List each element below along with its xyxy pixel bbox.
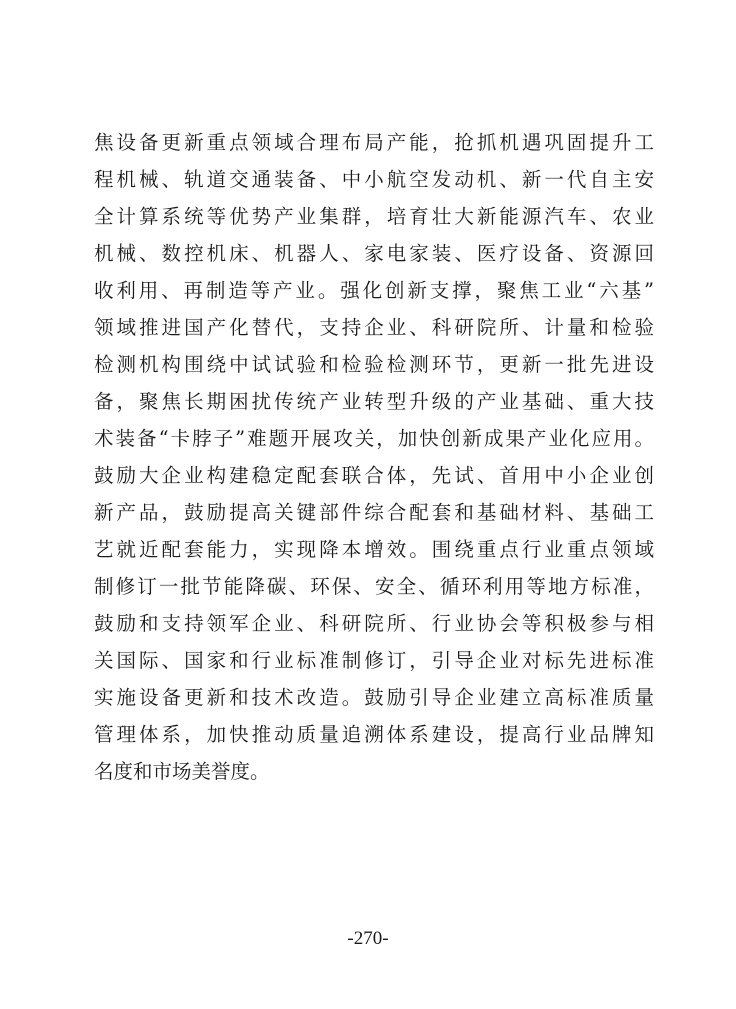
page-number: -270- <box>347 928 389 949</box>
text-line: 名度和市场美誉度。 <box>94 760 270 783</box>
text-line: 收利用、再制造等产业。强化创新支撑，聚焦工业“六基” <box>94 279 654 302</box>
text-line: 实施设备更新和技术改造。鼓励引导企业建立高标准质量 <box>94 686 654 709</box>
text-line: 制修订一批节能降碳、环保、安全、循环利用等地方标准， <box>94 575 654 598</box>
text-line: 全计算系统等优势产业集群，培育壮大新能源汽车、农业 <box>94 205 654 228</box>
text-line: 检测机构围绕中试试验和检验检测环节，更新一批先进设 <box>94 353 654 376</box>
text-line: 鼓励和支持领军企业、科研院所、行业协会等积极参与相 <box>94 612 654 635</box>
text-line: 术装备“卡脖子”难题开展攻关，加快创新成果产业化应用。 <box>94 427 654 450</box>
text-line: 管理体系，加快推动质量追溯体系建设，提高行业品牌知 <box>94 723 654 746</box>
text-line: 焦设备更新重点领域合理布局产能，抢抓机遇巩固提升工 <box>94 131 654 154</box>
text-line: 程机械、轨道交通装备、中小航空发动机、新一代自主安 <box>94 168 654 191</box>
text-line: 机械、数控机床、机器人、家电家装、医疗设备、资源回 <box>94 242 654 265</box>
text-line: 新产品，鼓励提高关键部件综合配套和基础材料、基础工 <box>94 501 654 524</box>
body-paragraph <box>94 124 654 790</box>
text-line: 关国际、国家和行业标准制修订，引导企业对标先进标准 <box>94 649 654 672</box>
text-line: 领域推进国产化替代，支持企业、科研院所、计量和检验 <box>94 316 654 339</box>
text-line: 备，聚焦长期困扰传统产业转型升级的产业基础、重大技 <box>94 390 654 413</box>
text-line: 艺就近配套能力，实现降本增效。围绕重点行业重点领域 <box>94 538 654 561</box>
text-line: 鼓励大企业构建稳定配套联合体，先试、首用中小企业创 <box>94 464 654 487</box>
